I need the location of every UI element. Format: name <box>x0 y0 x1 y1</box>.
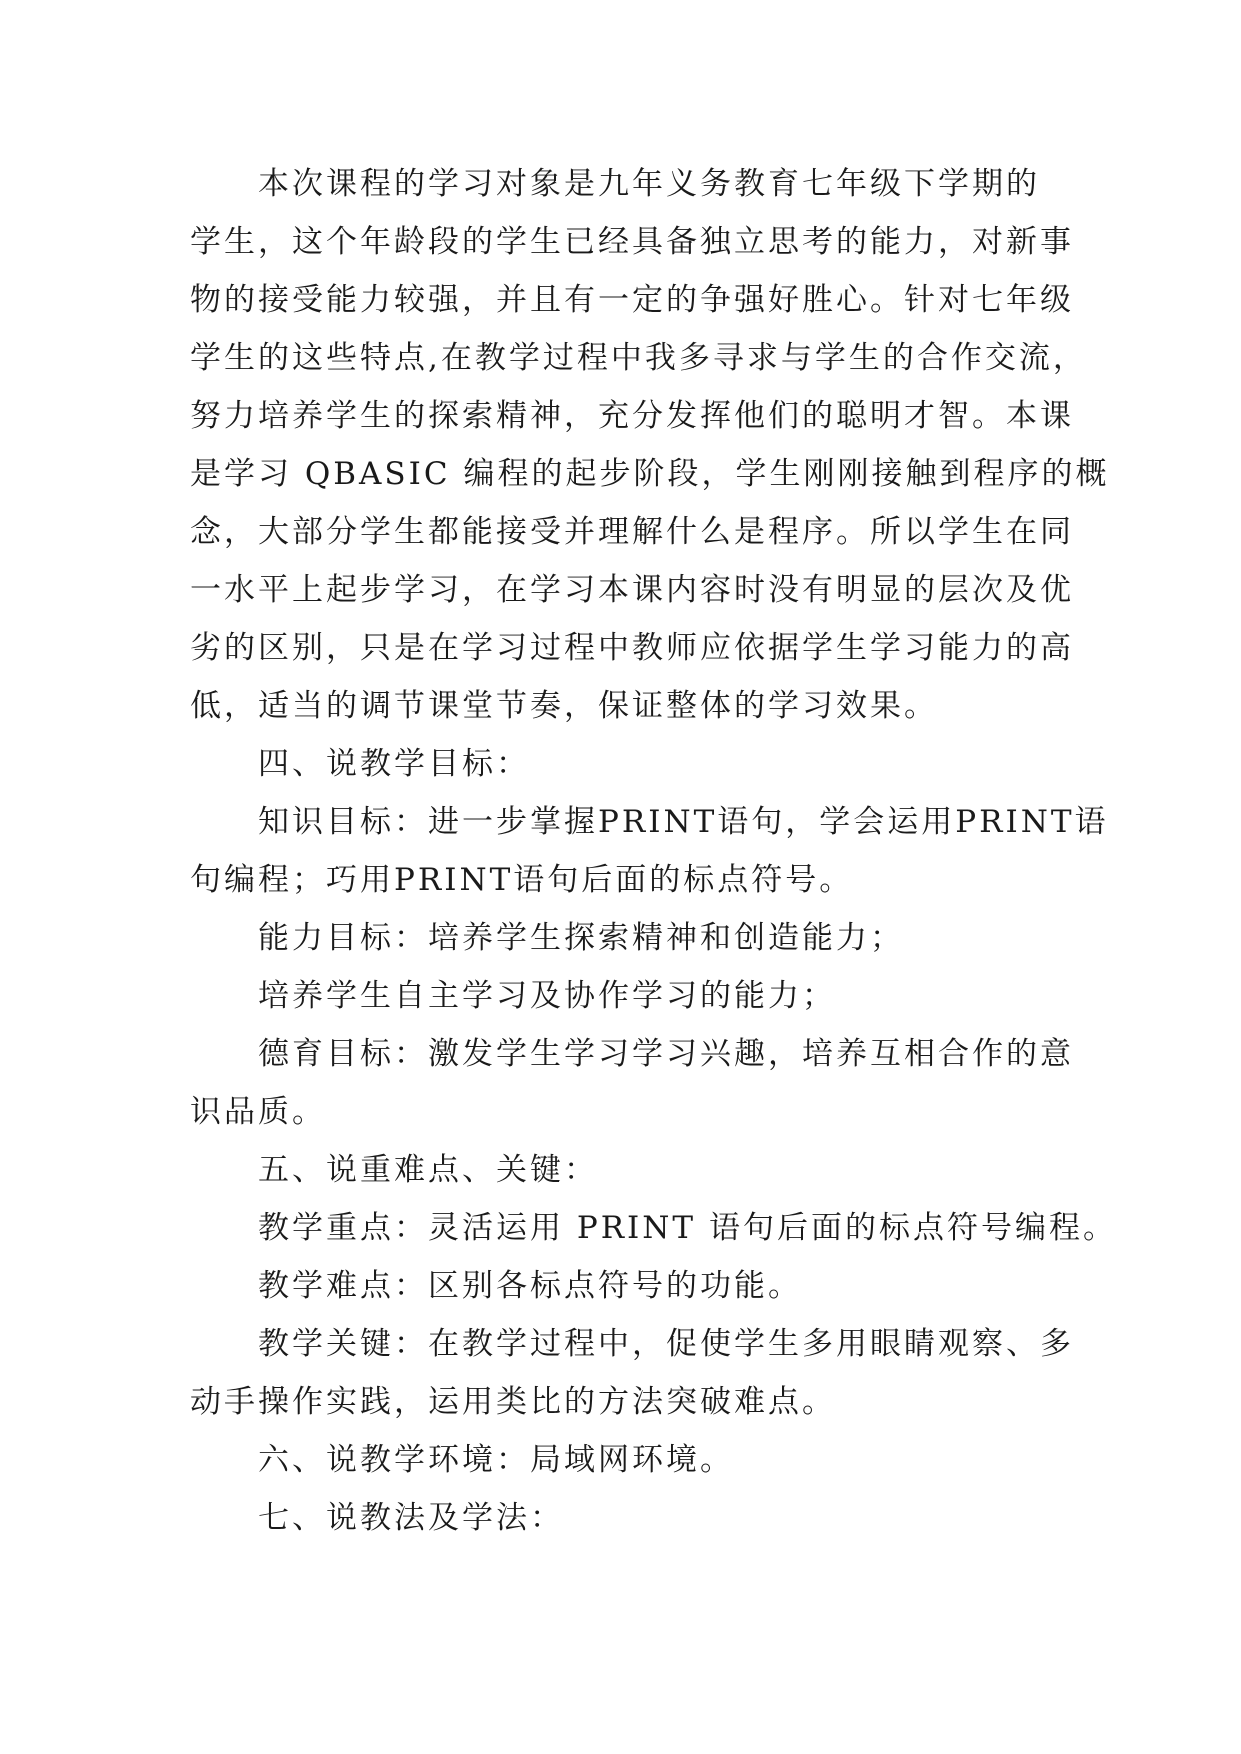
section-heading: 六、说教学环境：局域网环境。 <box>258 1442 734 1478</box>
section-heading: 四、说教学目标： <box>258 746 530 782</box>
paragraph-line: 是学习 QBASIC 编程的起步阶段，学生刚刚接触到程序的概 <box>190 456 1110 492</box>
paragraph-line: 努力培养学生的探索精神，充分发挥他们的聪明才智。本课 <box>190 398 1074 434</box>
section-heading: 七、说教法及学法： <box>258 1500 564 1536</box>
paragraph-line: 教学难点：区别各标点符号的功能。 <box>258 1268 802 1304</box>
paragraph-line: 识品质。 <box>190 1094 326 1130</box>
paragraph-line: 劣的区别，只是在学习过程中教师应依据学生学习能力的高 <box>190 630 1074 666</box>
section-heading: 五、说重难点、关键： <box>258 1152 598 1188</box>
paragraph-line: 教学关键：在教学过程中，促使学生多用眼睛观察、多 <box>258 1326 1074 1362</box>
paragraph-line: 低，适当的调节课堂节奏，保证整体的学习效果。 <box>190 688 938 724</box>
paragraph-line: 本次课程的学习对象是九年义务教育七年级下学期的 <box>258 166 1040 202</box>
paragraph-line: 能力目标：培养学生探索精神和创造能力； <box>258 920 904 956</box>
paragraph-line: 培养学生自主学习及协作学习的能力； <box>258 978 836 1014</box>
document-body <box>190 155 1117 1547</box>
paragraph-line: 学生，这个年龄段的学生已经具备独立思考的能力，对新事 <box>190 224 1074 260</box>
paragraph-line: 教学重点：灵活运用 PRINT 语句后面的标点符号编程。 <box>258 1210 1117 1246</box>
paragraph-line: 物的接受能力较强，并且有一定的争强好胜心。针对七年级 <box>190 282 1074 318</box>
paragraph-line: 知识目标：进一步掌握PRINT语句，学会运用PRINT语 <box>258 804 1109 840</box>
paragraph-line: 一水平上起步学习，在学习本课内容时没有明显的层次及优 <box>190 572 1074 608</box>
paragraph-line: 动手操作实践，运用类比的方法突破难点。 <box>190 1384 836 1420</box>
paragraph-line: 句编程；巧用PRINT语句后面的标点符号。 <box>190 862 854 898</box>
paragraph-line: 念，大部分学生都能接受并理解什么是程序。所以学生在同 <box>190 514 1074 550</box>
paragraph-line: 德育目标：激发学生学习学习兴趣，培养互相合作的意 <box>258 1036 1074 1072</box>
paragraph-line: 学生的这些特点,在教学过程中我多寻求与学生的合作交流， <box>190 340 1087 376</box>
